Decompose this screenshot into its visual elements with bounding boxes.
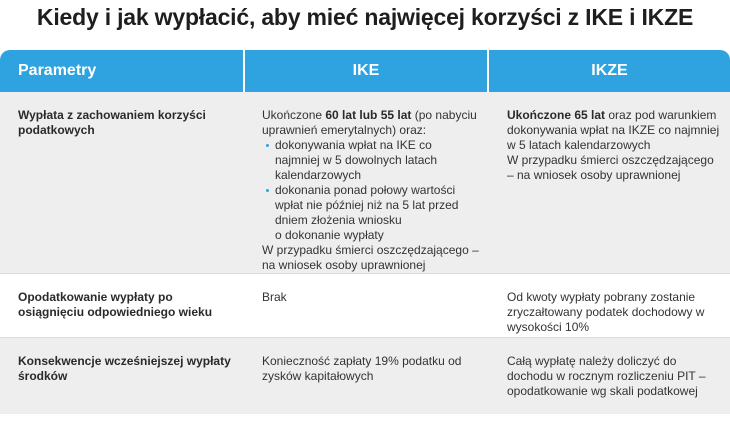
ike-bullet-continuation: o dokonanie wypłaty — [275, 228, 384, 242]
ike-conditions-list — [262, 138, 479, 228]
comparison-table — [0, 50, 730, 414]
list-item: dokonania ponad połowy wartości wpłat nie później niż na 5 lat przed dniem złożenia wniosku — [262, 183, 479, 228]
ike-cell: Brak — [262, 290, 287, 304]
page-title: Kiedy i jak wypłacić, aby mieć najwięcej korzyści z IKE i IKZE — [36, 4, 694, 30]
table-row — [0, 338, 730, 414]
header-ikze: IKZE — [489, 50, 730, 92]
ike-cell: Konieczność zapłaty 19% podatku od zysków kapitałowych — [262, 354, 462, 383]
table-header — [0, 50, 730, 92]
ike-cell — [243, 92, 487, 273]
ike-intro-bold: 60 lat lub 55 lat — [325, 108, 412, 122]
ike-intro-pre: Ukończone — [262, 108, 326, 122]
ike-intro — [262, 108, 479, 138]
list-item: dokonywania wpłat na IKE co najmniej w 5 dowolnych latach kalendarzowych — [262, 138, 479, 183]
ikze-conditions — [507, 108, 722, 153]
ike-death-note: W przypadku śmierci oszczędzającego – na wniosek osoby uprawnionej — [262, 243, 479, 272]
table-row — [0, 92, 730, 273]
ikze-bold: Ukończone 65 lat — [507, 108, 606, 122]
ikze-death-note: W przypadku śmierci oszczędzającego – na wniosek osoby uprawnionej — [507, 153, 714, 182]
ikze-cell — [487, 92, 730, 273]
ike-intro-post: (po nabyciu uprawnień emerytalnych) oraz: — [262, 108, 477, 137]
table-row — [0, 274, 730, 337]
header-parametry: Parametry — [0, 50, 243, 92]
param-cell: Konsekwencje wcześniejszej wypłaty środków — [18, 354, 231, 383]
param-cell: Opodatkowanie wypłaty po osiągnięciu odpowiedniego wieku — [18, 290, 213, 319]
param-cell: Wypłata z zachowaniem korzyści podatkowych — [18, 108, 206, 137]
header-ike: IKE — [245, 50, 487, 92]
ikze-cell: Całą wypłatę należy doliczyć do dochodu w rocznym rozliczeniu PIT – opodatkowanie wg skali podatkowej — [507, 354, 706, 398]
ikze-rest: oraz pod warunkiem dokonywania wpłat na IKZE co najmniej w 5 latach kalendarzowych — [507, 108, 720, 152]
ikze-cell: Od kwoty wypłaty pobrany zostanie zryczałtowany podatek dochodowy w wysokości 10% — [507, 290, 705, 334]
